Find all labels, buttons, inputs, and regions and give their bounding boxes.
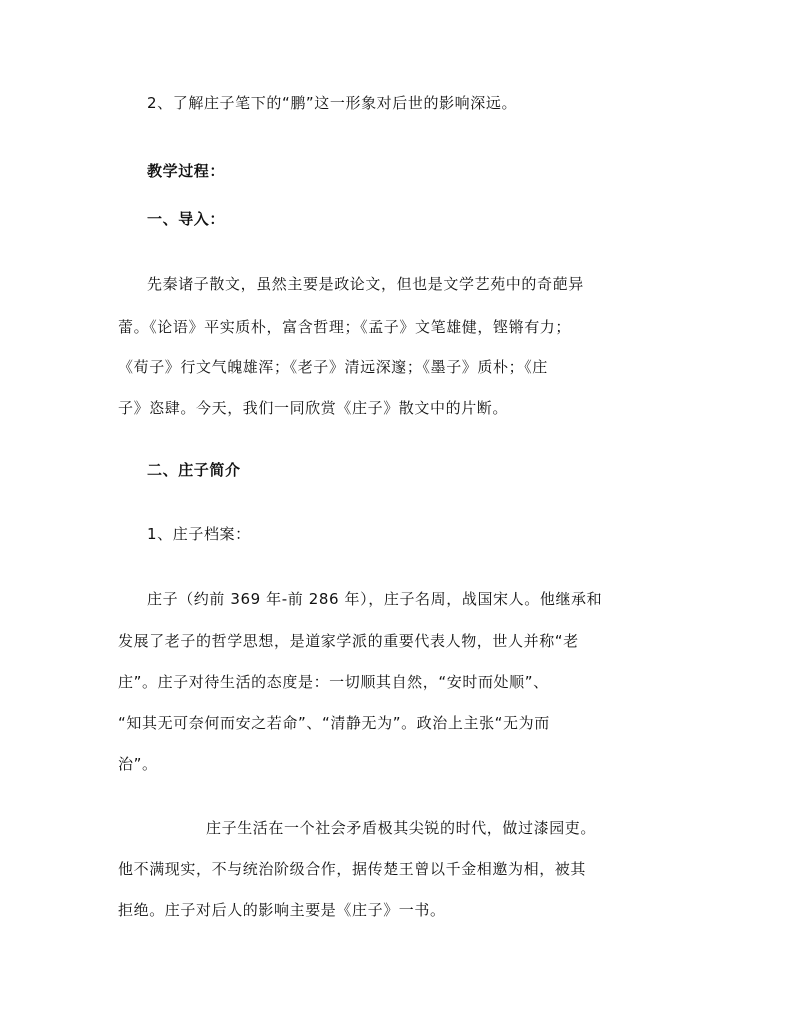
- profile-line: 庄”。庄子对待生活的态度是：一切顺其自然，“安时而处顺”、: [118, 673, 549, 691]
- intro-line: 先秦诸子散文，虽然主要是政论文，但也是文学艺苑中的奇葩异: [147, 275, 584, 293]
- objective-2: 2、了解庄子笔下的“鹏”这一形象对后世的影响深远。: [147, 94, 518, 112]
- heading-teaching-process: 教学过程：: [147, 162, 226, 180]
- heading-zhuangzi-bio: 二、庄子简介: [147, 461, 241, 479]
- profile-line: “知其无可奈何而安之若命”、“清静无为”。政治上主张“无为而: [118, 714, 550, 732]
- intro-line: 子》恣肆。今天，我们一同欣赏《庄子》散文中的片断。: [118, 399, 509, 417]
- profile-line: 发展了老子的哲学思想，是道家学派的重要代表人物，世人并称“老: [118, 632, 579, 650]
- heading-introduction: 一、导入：: [147, 210, 226, 228]
- life-line: 拒绝。庄子对后人的影响主要是《庄子》一书。: [118, 901, 446, 919]
- life-line: 庄子生活在一个社会矛盾极其尖锐的时代，做过漆园吏。: [206, 819, 597, 837]
- sub-heading-profile: 1、庄子档案：: [147, 525, 251, 543]
- profile-line: 治”。: [118, 755, 158, 773]
- intro-line: 蕾。《论语》平实质朴，富含哲理；《孟子》文笔雄健，铿锵有力；: [118, 318, 572, 336]
- intro-line: 《荀子》行文气魄雄浑；《老子》清远深邃；《墨子》质朴；《庄: [118, 358, 548, 376]
- profile-line: 庄子（约前 369 年-前 286 年），庄子名周，战国宋人。他继承和: [147, 590, 603, 608]
- life-line: 他不满现实，不与统治阶级合作，据传楚王曾以千金相邀为相，被其: [118, 860, 587, 878]
